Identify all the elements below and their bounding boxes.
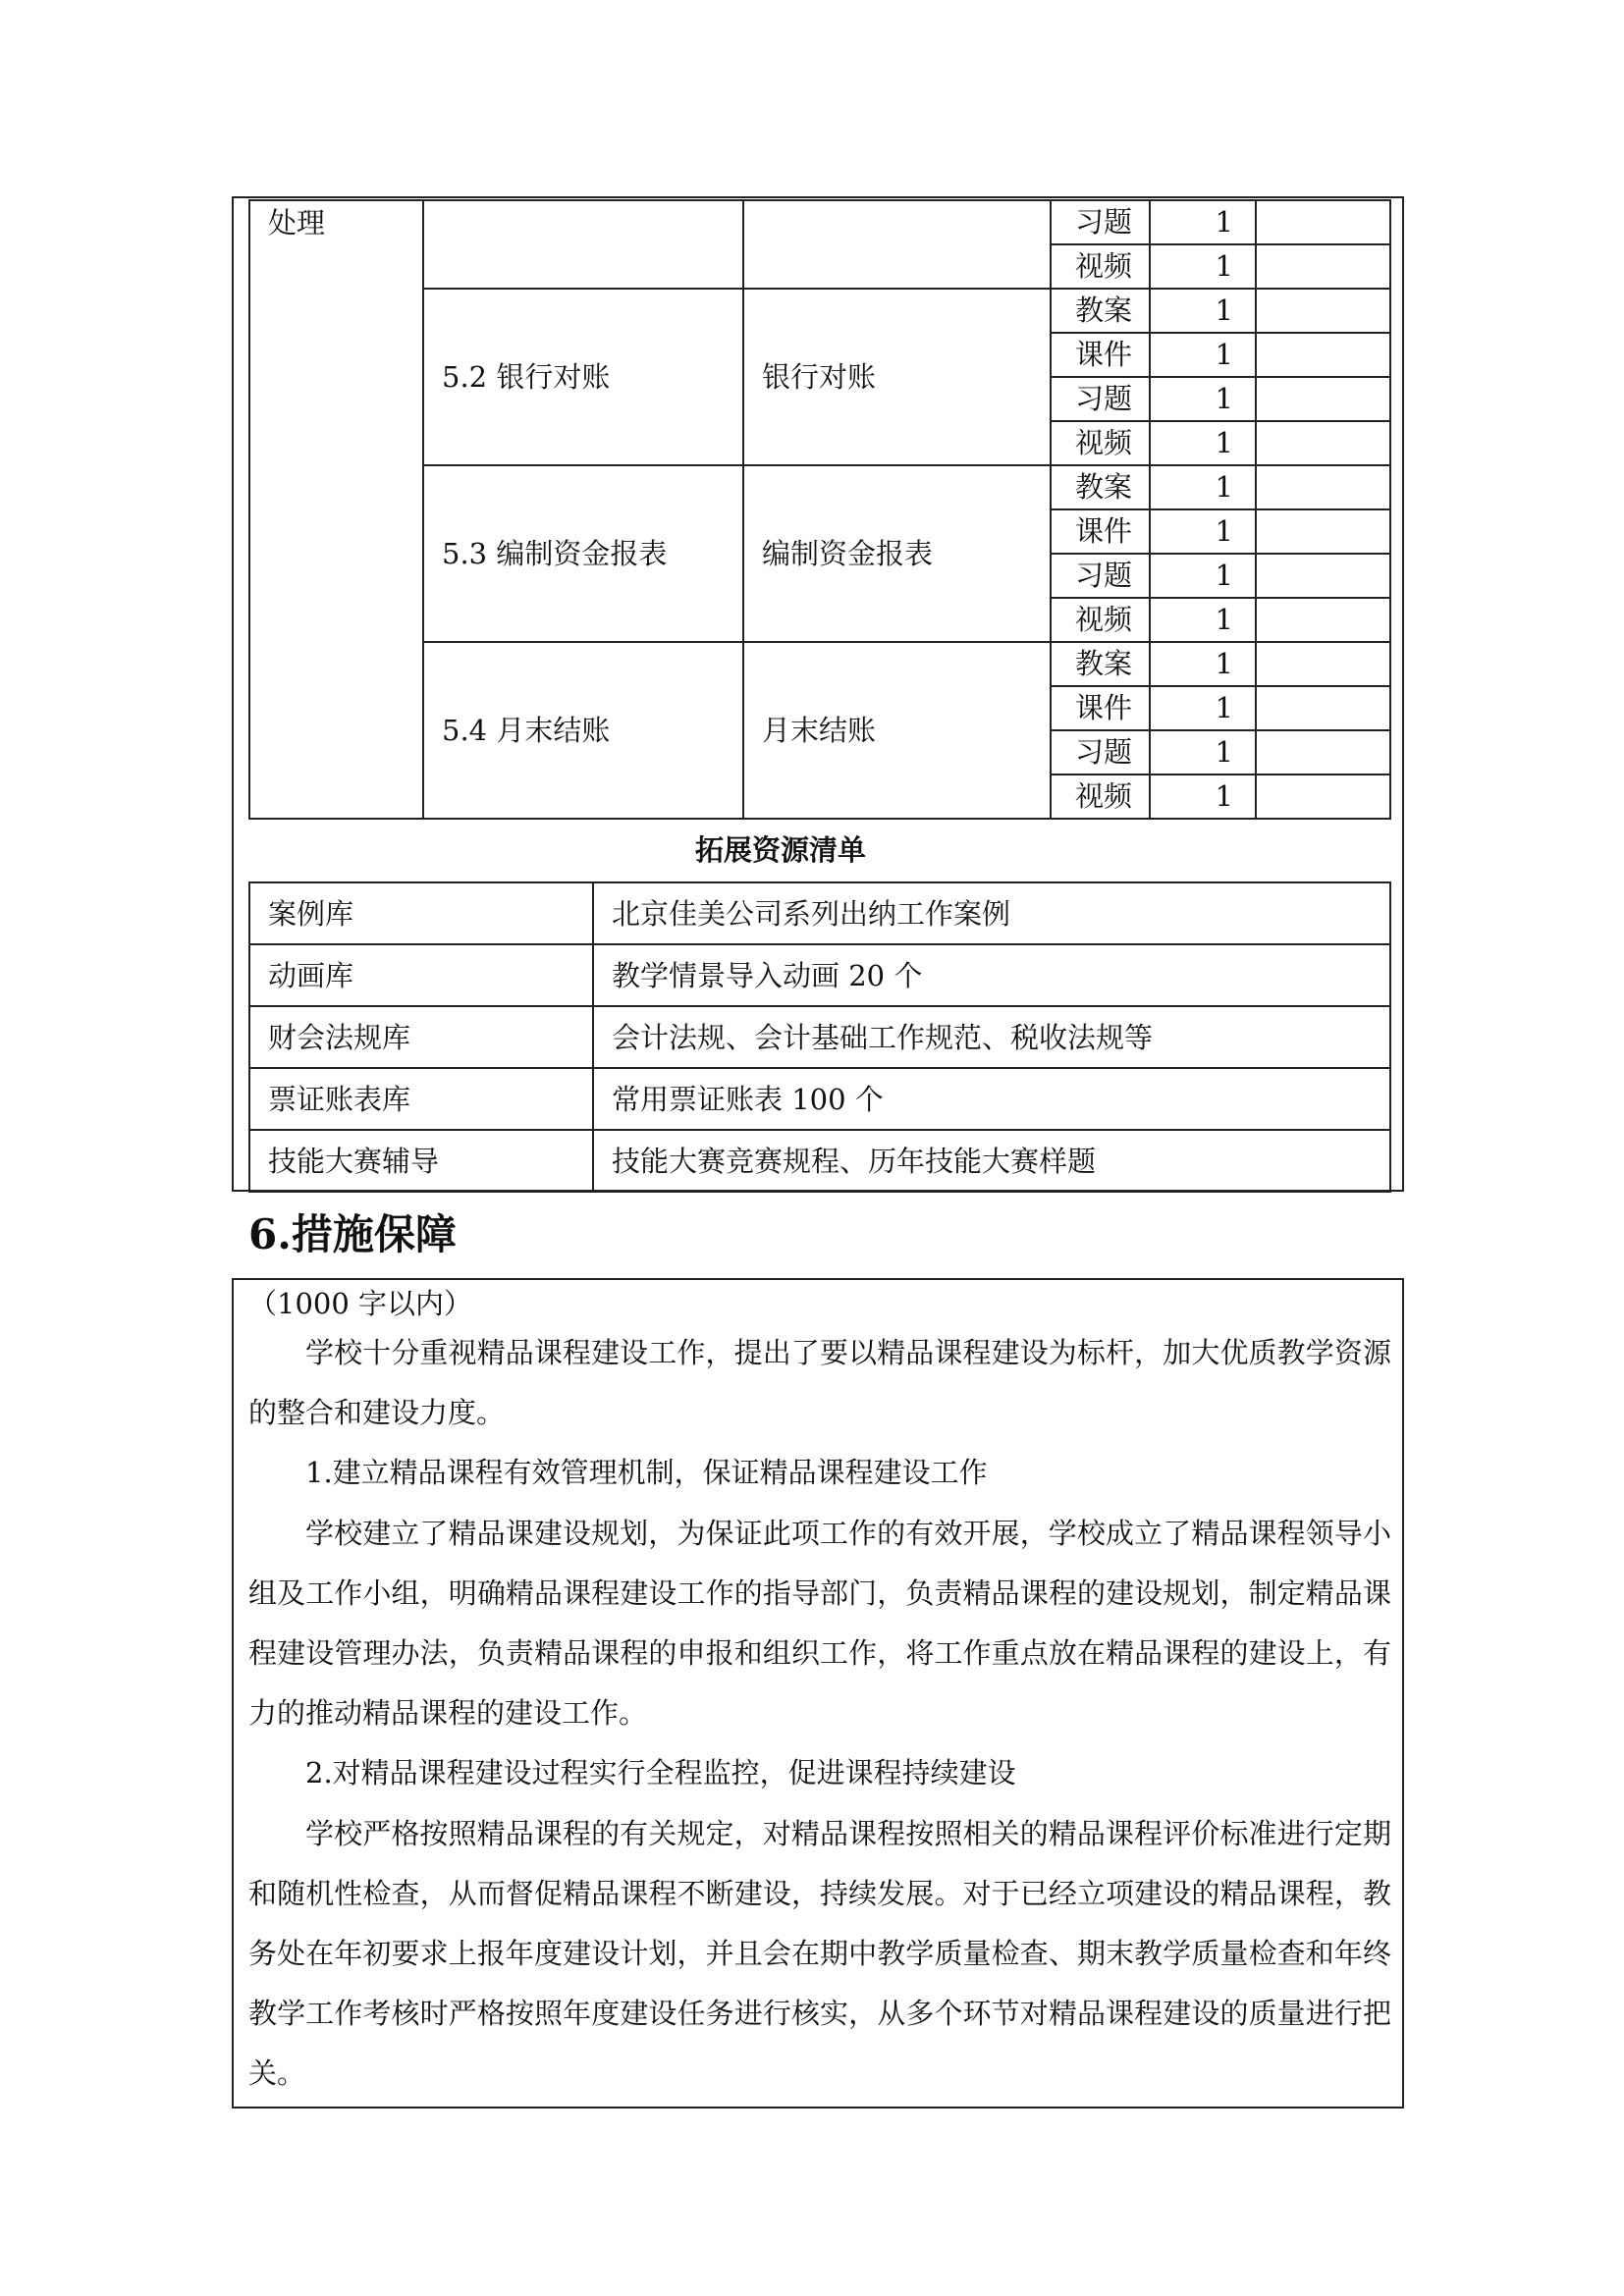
resource-count-cell: 1 [1150,730,1256,774]
table-row [249,1068,1390,1130]
extension-resource-table [248,881,1391,1193]
table-row [249,1130,1390,1192]
task-content-cell: 编制资金报表 [743,465,1051,642]
resource-count-cell: 1 [1150,509,1256,554]
task-content-cell: 银行对账 [743,289,1051,465]
section-heading: 6.措施保障 [248,1210,457,1258]
task-content-cell [743,200,1051,289]
resource-library-desc-cell: 技能大赛竞赛规程、历年技能大赛样题 [593,1130,1390,1192]
resource-type-cell: 教案 [1051,465,1150,509]
resource-library-name-cell: 技能大赛辅导 [249,1130,593,1192]
table-row [249,1006,1390,1068]
task-cell: 5.2 银行对账 [423,289,743,465]
measures-section-body [248,1284,1391,2105]
resource-type-cell: 视频 [1051,598,1150,642]
remark-cell [1256,598,1390,642]
resource-count-cell: 1 [1150,554,1256,598]
resource-type-cell: 习题 [1051,377,1150,421]
word-limit-note: （1000 字以内） [248,1287,473,1320]
resource-count-cell: 1 [1150,598,1256,642]
table-row [249,944,1390,1006]
resource-library-name-cell: 票证账表库 [249,1068,593,1130]
resource-library-name-cell: 案例库 [249,882,593,944]
remark-cell [1256,289,1390,333]
resource-library-name-cell: 财会法规库 [249,1006,593,1068]
resource-library-desc-cell: 会计法规、会计基础工作规范、税收法规等 [593,1006,1390,1068]
resource-count-cell: 1 [1150,377,1256,421]
task-cell: 5.3 编制资金报表 [423,465,743,642]
task-content-cell: 月末结账 [743,642,1051,819]
remark-cell [1256,200,1390,244]
resource-type-cell: 习题 [1051,200,1150,244]
remark-cell [1256,509,1390,554]
resource-type-cell: 教案 [1051,642,1150,686]
resource-type-cell: 习题 [1051,554,1150,598]
remark-cell [1256,642,1390,686]
resource-library-name-cell: 动画库 [249,944,593,1006]
task-cell: 5.4 月末结账 [423,642,743,819]
remark-cell [1256,421,1390,465]
resource-type-cell: 课件 [1051,686,1150,730]
extension-resources-title: 拓展资源清单 [694,833,866,867]
paragraph-intro: 学校十分重视精品课程建设工作，提出了要以精品课程建设为标杆，加大优质教学资源的整合和建设力度。 [248,1336,1391,1430]
paragraph-management: 学校建立了精品课建设规划，为保证此项工作的有效开展，学校成立了精品课程领导小组及工作小组，明确精品课程建设工作的指导部门，负责精品课程的建设规划，制定精品课程建设管理办法，负责精品课程的申报和组织工作，将工作重点放在精品课程的建设上，有力的推动精品课程的建设工作。 [248,1516,1391,1731]
resource-library-desc-cell: 北京佳美公司系列出纳工作案例 [593,882,1390,944]
module-cell: 处理 [249,200,423,819]
resource-count-cell: 1 [1150,774,1256,819]
paragraph-subheading-1: 1.建立精品课程有效管理机制，保证精品课程建设工作 [305,1456,988,1490]
remark-cell [1256,554,1390,598]
resource-type-cell: 视频 [1051,244,1150,289]
resource-count-cell: 1 [1150,642,1256,686]
remark-cell [1256,377,1390,421]
resource-library-desc-cell: 常用票证账表 100 个 [593,1068,1390,1130]
resource-type-cell: 课件 [1051,333,1150,377]
resource-type-cell: 课件 [1051,509,1150,554]
resource-count-cell: 1 [1150,686,1256,730]
resource-count-cell: 1 [1150,465,1256,509]
resource-count-cell: 1 [1150,244,1256,289]
resource-count-cell: 1 [1150,333,1256,377]
resource-count-cell: 1 [1150,289,1256,333]
paragraph-monitoring: 学校严格按照精品课程的有关规定，对精品课程按照相关的精品课程评价标准进行定期和随机性检查，从而督促精品课程不断建设，持续发展。对于已经立项建设的精品课程，教务处在年初要求上报年度建设计划，并且会在期中教学质量检查、期末教学质量检查和年终教学工作考核时严格按照年度建设任务进行核实，从多个环节对精品课程建设的质量进行把关。 [248,1816,1391,2091]
resource-type-cell: 视频 [1051,774,1150,819]
lesson-resource-table [248,199,1391,820]
resource-count-cell: 1 [1150,200,1256,244]
resource-type-cell: 习题 [1051,730,1150,774]
resource-count-cell: 1 [1150,421,1256,465]
remark-cell [1256,333,1390,377]
resource-type-cell: 视频 [1051,421,1150,465]
table-row [249,882,1390,944]
remark-cell [1256,686,1390,730]
remark-cell [1256,774,1390,819]
remark-cell [1256,465,1390,509]
remark-cell [1256,244,1390,289]
paragraph-subheading-2: 2.对精品课程建设过程实行全程监控，促进课程持续建设 [305,1756,1016,1790]
remark-cell [1256,730,1390,774]
table-row [249,200,1390,244]
task-cell [423,200,743,289]
resource-type-cell: 教案 [1051,289,1150,333]
resource-library-desc-cell: 教学情景导入动画 20 个 [593,944,1390,1006]
